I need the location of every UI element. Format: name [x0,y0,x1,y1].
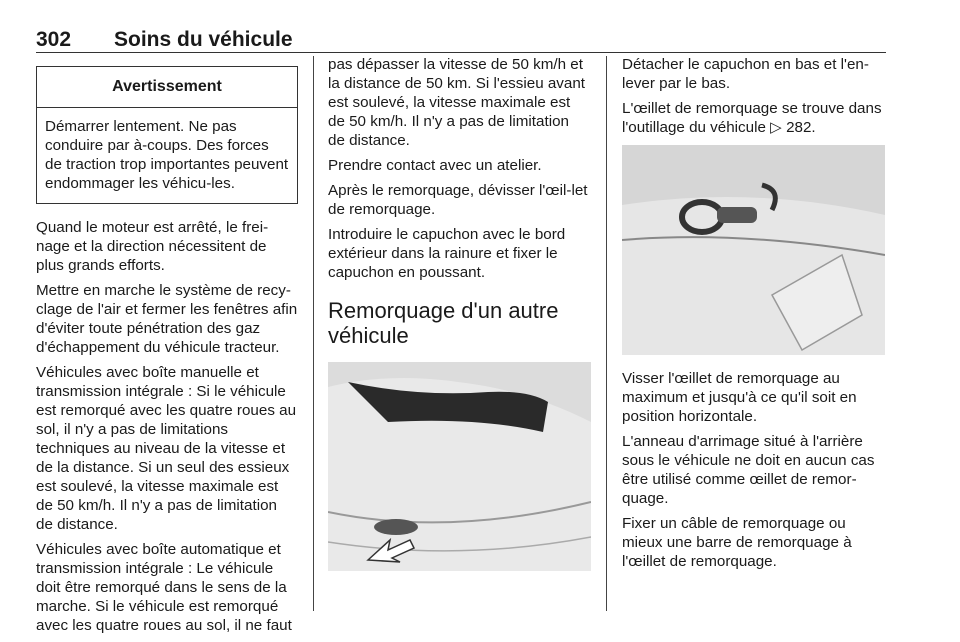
warning-box [36,66,298,204]
paragraph: Mettre en marche le système de recy-clage de l'air et fermer les fenêtres afin d'éviter toute pénétration des gaz d'échappement du véhicule tracteur. [36,282,298,356]
paragraph: Quand le moteur est arrêté, le frei-nage et la direction nécessitent de plus grands efforts. [36,219,269,274]
column-3 [622,55,887,577]
paragraph [622,99,887,137]
column-1 [36,66,298,641]
paragraph: Après le remorquage, dévisser l'œil-let de remorquage. [328,182,588,218]
warning-title: Avertissement [37,67,297,108]
column-divider [606,56,607,611]
rear-bumper-illustration [328,362,591,571]
paragraph: Introduire le capuchon avec le bord extérieur dans la rainure et fixer le capuchon en poussant. [328,226,566,281]
paragraph: pas dépasser la vitesse de 50 km/h et la distance de 50 km. Si l'essieu avant est soulevé, la vitesse maximale est de 50 km/h. Il n'y a pas de limitation de distance. [328,56,586,149]
page-number: 302 [36,28,72,51]
column-2 [328,55,590,571]
paragraph: Fixer un câble de remorquage ou mieux une barre de remorquage à l'œillet de remorquage. [622,515,852,570]
paragraph-text: L'œillet de remorquage se trouve dans l'outillage du véhicule [622,100,882,136]
paragraph: Détacher le capuchon en bas et l'en-lever par le bas. [622,56,869,92]
paragraph: Véhicules avec boîte automatique et transmission intégrale : Le véhicule doit être remorqué dans le sens de la marche. Si le véhicule est remorqué avec les quatre roues au sol, il ne faut [36,541,292,634]
paragraph: Prendre contact avec un atelier. [328,157,542,174]
section-heading: Remorquage d'un autre véhicule [328,298,559,348]
column-divider [313,56,314,611]
triangle-reference-icon: ▷ [770,119,782,136]
paragraph: Véhicules avec boîte manuelle et transmission intégrale : Si le véhicule est remorqué avec les quatre roues au sol, il n'y a pas de limitations techniques au niveau de la vitesse et de la distance. Si un seul des essieux est soulevé, la vitesse maximale est de 50 km/h. Il n'y a pas de limitation de distance. [36,364,297,533]
section-title: Soins du véhicule [114,28,293,51]
warning-text: Démarrer lentement. Ne pas conduire par à-coups. Des forces de traction trop importantes peuvent endommager les véhicu-les. [45,118,289,192]
page-reference: 282. [786,119,816,136]
towing-eye-illustration [622,145,885,355]
page-header [36,22,886,53]
paragraph: L'anneau d'arrimage situé à l'arrière sous le véhicule ne doit en aucun cas être utilisé comme œillet de remor-quage. [622,433,875,507]
paragraph: Visser l'œillet de remorquage au maximum et jusqu'à ce qu'il soit en position horizontale. [622,370,857,425]
